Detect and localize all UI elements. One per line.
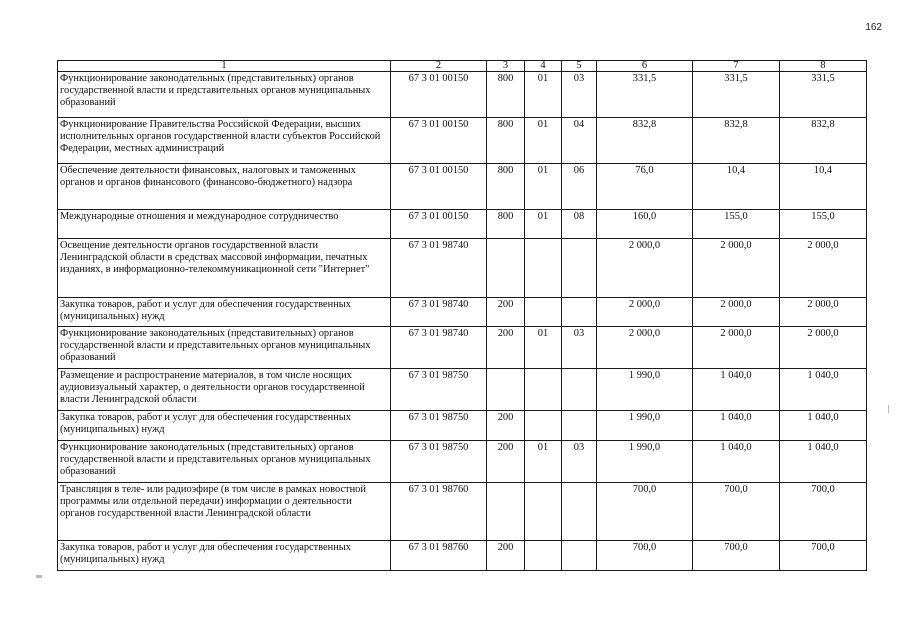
row-value7-cell: 2 000,0 bbox=[693, 239, 780, 298]
row-value6-cell: 1 990,0 bbox=[597, 369, 693, 411]
row-col3-cell: 800 bbox=[487, 210, 525, 239]
row-value7-cell: 832,8 bbox=[693, 118, 780, 164]
header-col-2: 2 bbox=[391, 61, 487, 72]
table-row bbox=[58, 327, 867, 369]
row-code-cell: 67 3 01 00150 bbox=[391, 118, 487, 164]
scan-mark bbox=[36, 575, 42, 578]
row-value8-cell: 2 000,0 bbox=[780, 327, 867, 369]
header-col-4: 4 bbox=[525, 61, 562, 72]
row-value6-cell: 700,0 bbox=[597, 541, 693, 571]
row-col5-cell bbox=[562, 298, 597, 327]
row-value8-cell: 832,8 bbox=[780, 118, 867, 164]
row-value8-cell: 2 000,0 bbox=[780, 298, 867, 327]
row-name-cell: Функционирование Правительства Российской Федерации, высших исполнительных органов государственной власти субъектов Российской Федерации, местных администраций bbox=[58, 118, 391, 164]
table-row bbox=[58, 210, 867, 239]
row-value6-cell: 2 000,0 bbox=[597, 298, 693, 327]
row-col3-cell: 200 bbox=[487, 411, 525, 441]
row-col4-cell: 01 bbox=[525, 164, 562, 210]
row-value8-cell: 331,5 bbox=[780, 72, 867, 118]
row-name-cell: Освещение деятельности органов государственной власти Ленинградской области в средствах массовой информации, печатных изданиях, в информационно-телекоммуникационной сети "Интернет" bbox=[58, 239, 391, 298]
row-value8-cell: 10,4 bbox=[780, 164, 867, 210]
row-value8-cell: 1 040,0 bbox=[780, 411, 867, 441]
row-code-cell: 67 3 01 98740 bbox=[391, 327, 487, 369]
header-col-1: 1 bbox=[58, 61, 391, 72]
row-value6-cell: 2 000,0 bbox=[597, 327, 693, 369]
row-col5-cell: 06 bbox=[562, 164, 597, 210]
header-col-6: 6 bbox=[597, 61, 693, 72]
row-value7-cell: 700,0 bbox=[693, 541, 780, 571]
row-name-cell: Функционирование законодательных (представительных) органов государственной власти и представительных органов муниципальных образований bbox=[58, 72, 391, 118]
row-value7-cell: 155,0 bbox=[693, 210, 780, 239]
row-col4-cell: 01 bbox=[525, 327, 562, 369]
row-col5-cell bbox=[562, 369, 597, 411]
row-code-cell: 67 3 01 98750 bbox=[391, 411, 487, 441]
row-value7-cell: 331,5 bbox=[693, 72, 780, 118]
row-col4-cell bbox=[525, 369, 562, 411]
table-row bbox=[58, 541, 867, 571]
row-col3-cell bbox=[487, 369, 525, 411]
row-code-cell: 67 3 01 98750 bbox=[391, 369, 487, 411]
row-col5-cell bbox=[562, 411, 597, 441]
row-col4-cell: 01 bbox=[525, 118, 562, 164]
row-col5-cell bbox=[562, 239, 597, 298]
row-value8-cell: 1 040,0 bbox=[780, 369, 867, 411]
row-col5-cell: 08 bbox=[562, 210, 597, 239]
header-col-3: 3 bbox=[487, 61, 525, 72]
table-row bbox=[58, 239, 867, 298]
budget-table bbox=[57, 60, 867, 571]
row-value7-cell: 1 040,0 bbox=[693, 369, 780, 411]
row-value6-cell: 2 000,0 bbox=[597, 239, 693, 298]
row-col3-cell bbox=[487, 239, 525, 298]
row-code-cell: 67 3 01 98760 bbox=[391, 483, 487, 541]
row-col3-cell: 200 bbox=[487, 541, 525, 571]
row-col3-cell: 200 bbox=[487, 441, 525, 483]
row-name-cell: Закупка товаров, работ и услуг для обеспечения государственных (муниципальных) нужд bbox=[58, 541, 391, 571]
row-value6-cell: 160,0 bbox=[597, 210, 693, 239]
row-col4-cell: 01 bbox=[525, 441, 562, 483]
page-number: 162 bbox=[865, 22, 882, 33]
row-col4-cell bbox=[525, 541, 562, 571]
header-col-8: 8 bbox=[780, 61, 867, 72]
row-value8-cell: 155,0 bbox=[780, 210, 867, 239]
row-col5-cell: 04 bbox=[562, 118, 597, 164]
row-col3-cell: 800 bbox=[487, 164, 525, 210]
row-col4-cell bbox=[525, 239, 562, 298]
row-col3-cell: 800 bbox=[487, 118, 525, 164]
row-value8-cell: 2 000,0 bbox=[780, 239, 867, 298]
row-value7-cell: 1 040,0 bbox=[693, 411, 780, 441]
row-col4-cell: 01 bbox=[525, 72, 562, 118]
row-name-cell: Международные отношения и международное сотрудничество bbox=[58, 210, 391, 239]
row-col3-cell: 800 bbox=[487, 72, 525, 118]
table-row bbox=[58, 72, 867, 118]
row-col4-cell bbox=[525, 411, 562, 441]
row-value8-cell: 1 040,0 bbox=[780, 441, 867, 483]
row-col5-cell: 03 bbox=[562, 441, 597, 483]
row-name-cell: Закупка товаров, работ и услуг для обеспечения государственных (муниципальных) нужд bbox=[58, 298, 391, 327]
table-row bbox=[58, 298, 867, 327]
row-value6-cell: 331,5 bbox=[597, 72, 693, 118]
row-col4-cell bbox=[525, 483, 562, 541]
row-name-cell: Обеспечение деятельности финансовых, налоговых и таможенных органов и органов финансового (финансово-бюджетного) надзора bbox=[58, 164, 391, 210]
row-value7-cell: 2 000,0 bbox=[693, 327, 780, 369]
row-code-cell: 67 3 01 00150 bbox=[391, 72, 487, 118]
row-code-cell: 67 3 01 98750 bbox=[391, 441, 487, 483]
table-row bbox=[58, 118, 867, 164]
scan-mark bbox=[888, 405, 889, 413]
row-value6-cell: 832,8 bbox=[597, 118, 693, 164]
table-row bbox=[58, 441, 867, 483]
row-name-cell: Трансляция в теле- или радиоэфире (в том числе в рамках новостной программы или отдельной передачи) информации о деятельности органов государственной власти Ленинградской области bbox=[58, 483, 391, 541]
row-code-cell: 67 3 01 98760 bbox=[391, 541, 487, 571]
row-value8-cell: 700,0 bbox=[780, 483, 867, 541]
row-col3-cell bbox=[487, 483, 525, 541]
row-col5-cell: 03 bbox=[562, 327, 597, 369]
row-col4-cell bbox=[525, 298, 562, 327]
row-col3-cell: 200 bbox=[487, 327, 525, 369]
row-col5-cell: 03 bbox=[562, 72, 597, 118]
table-header-row bbox=[58, 61, 867, 72]
row-col5-cell bbox=[562, 541, 597, 571]
row-code-cell: 67 3 01 00150 bbox=[391, 210, 487, 239]
row-value6-cell: 1 990,0 bbox=[597, 411, 693, 441]
row-name-cell: Функционирование законодательных (представительных) органов государственной власти и представительных органов муниципальных образований bbox=[58, 441, 391, 483]
row-code-cell: 67 3 01 00150 bbox=[391, 164, 487, 210]
table-row bbox=[58, 483, 867, 541]
row-value6-cell: 1 990,0 bbox=[597, 441, 693, 483]
table-row bbox=[58, 369, 867, 411]
row-value7-cell: 700,0 bbox=[693, 483, 780, 541]
table-row bbox=[58, 411, 867, 441]
row-col3-cell: 200 bbox=[487, 298, 525, 327]
row-value7-cell: 10,4 bbox=[693, 164, 780, 210]
table-row bbox=[58, 164, 867, 210]
row-col5-cell bbox=[562, 483, 597, 541]
row-name-cell: Функционирование законодательных (представительных) органов государственной власти и представительных органов муниципальных образований bbox=[58, 327, 391, 369]
row-col4-cell: 01 bbox=[525, 210, 562, 239]
row-name-cell: Размещение и распространение материалов, в том числе носящих аудиовизуальный характер, о деятельности органов государственной власти Ленинградской области bbox=[58, 369, 391, 411]
row-value6-cell: 700,0 bbox=[597, 483, 693, 541]
row-value6-cell: 76,0 bbox=[597, 164, 693, 210]
row-value7-cell: 1 040,0 bbox=[693, 441, 780, 483]
header-col-5: 5 bbox=[562, 61, 597, 72]
row-code-cell: 67 3 01 98740 bbox=[391, 298, 487, 327]
row-code-cell: 67 3 01 98740 bbox=[391, 239, 487, 298]
header-col-7: 7 bbox=[693, 61, 780, 72]
row-value8-cell: 700,0 bbox=[780, 541, 867, 571]
row-value7-cell: 2 000,0 bbox=[693, 298, 780, 327]
row-name-cell: Закупка товаров, работ и услуг для обеспечения государственных (муниципальных) нужд bbox=[58, 411, 391, 441]
